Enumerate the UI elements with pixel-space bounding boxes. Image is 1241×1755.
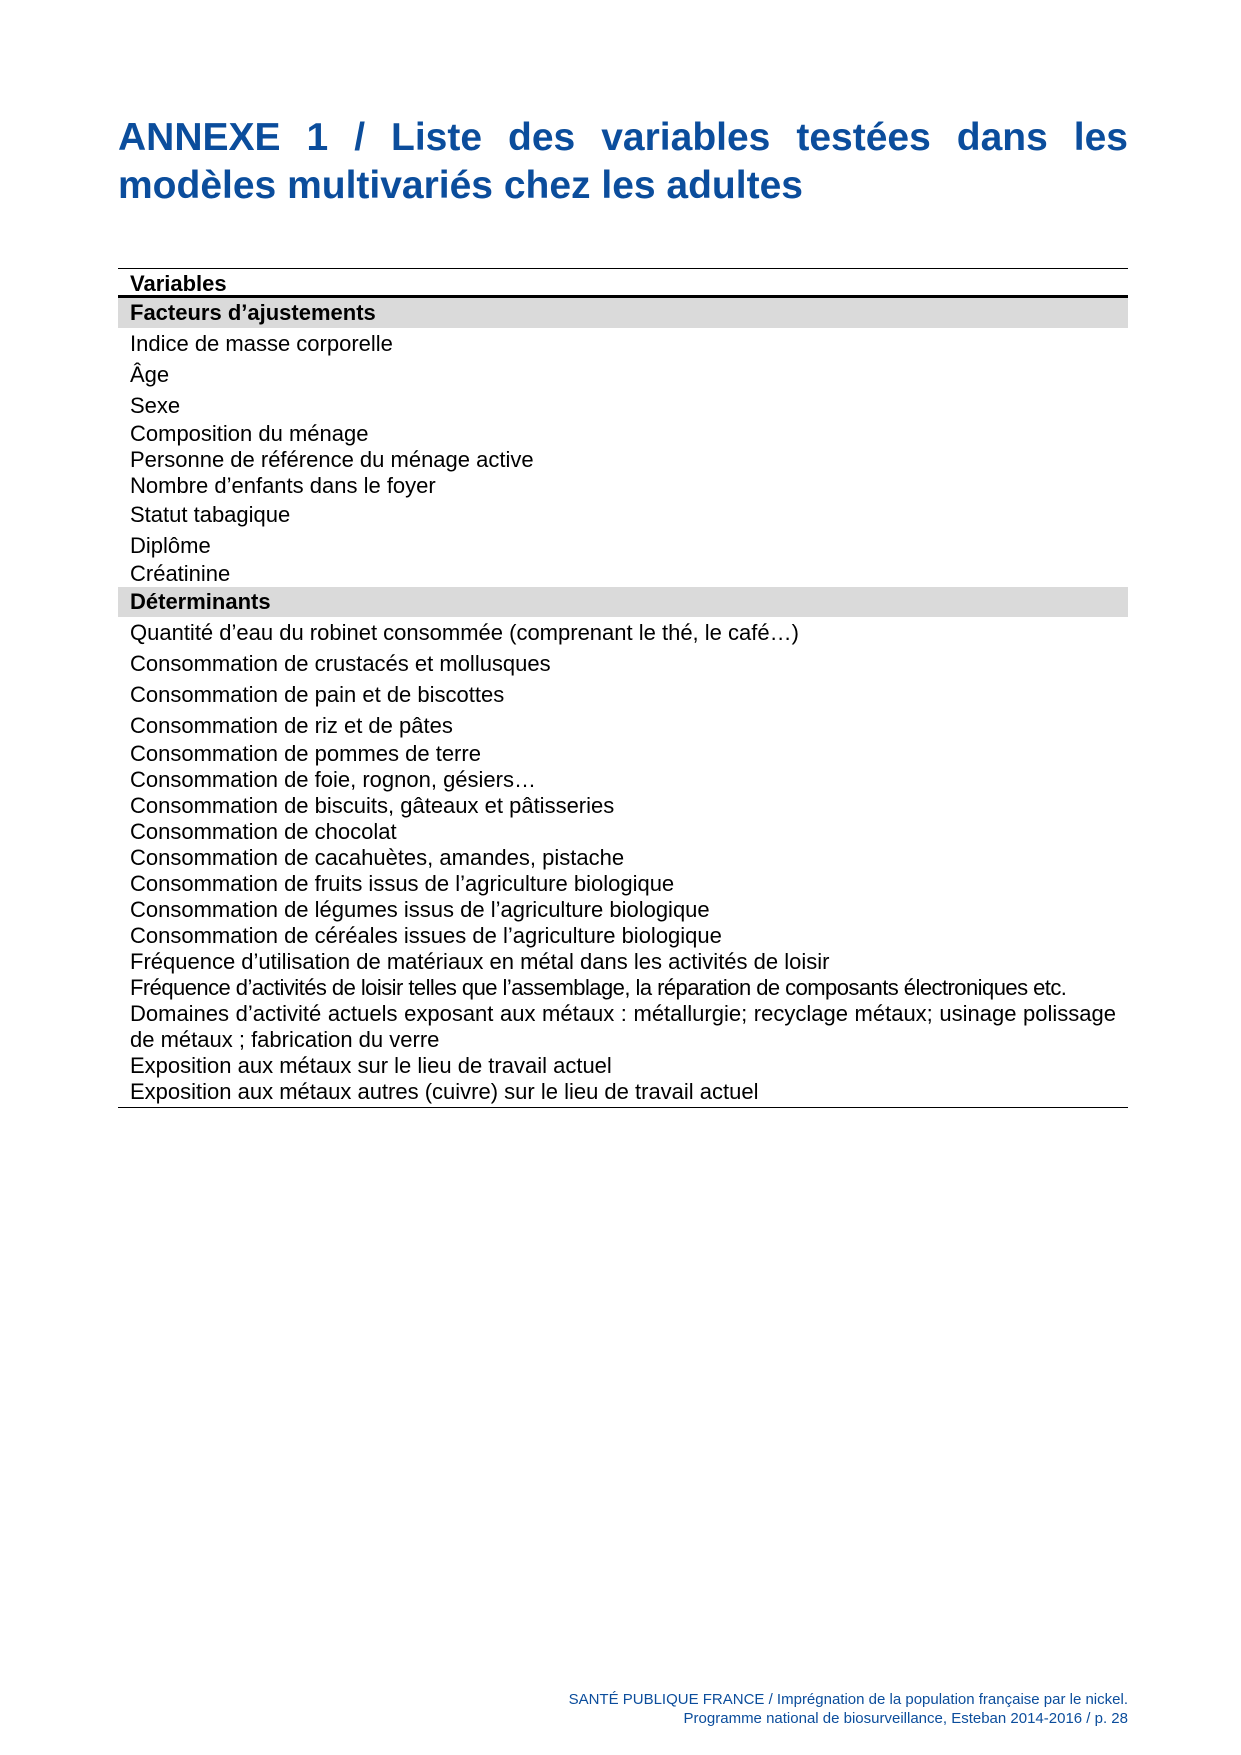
facteurs-list (118, 328, 1128, 587)
table-header: Variables (118, 268, 1128, 298)
list-item: Consommation de pain et de biscottes (130, 682, 505, 707)
section-facteurs-ajustements: Facteurs d’ajustements (118, 298, 1128, 328)
list-item: Âge (130, 362, 170, 387)
list-item: Consommation de crustacés et mollusques (130, 651, 551, 676)
list-item: Diplôme (130, 533, 211, 558)
list-item: Exposition aux métaux autres (cuivre) sur le lieu de travail actuel (130, 1079, 759, 1104)
list-item: Consommation de cacahuètes, amandes, pistache (130, 845, 625, 870)
list-item: Indice de masse corporelle (130, 331, 393, 356)
list-item: Sexe (130, 393, 181, 418)
list-item: Nombre d’enfants dans le foyer (130, 473, 436, 498)
variables-table (118, 268, 1128, 1108)
list-item: Composition du ménage (130, 421, 369, 446)
list-item: Consommation de pommes de terre (130, 741, 481, 766)
table-bottom-rule (118, 1107, 1128, 1108)
section-determinants: Déterminants (118, 587, 1128, 617)
list-item: Créatinine (130, 561, 231, 586)
list-item: Fréquence d’utilisation de matériaux en métal dans les activités de loisir (130, 949, 830, 974)
footer-line-2: Programme national de biosurveillance, Esteban 2014-2016 / p. 28 (683, 1710, 1128, 1727)
list-item: Fréquence d’activités de loisir telles que l’assemblage, la réparation de composants électroniques etc. (130, 975, 1067, 1000)
list-item: Consommation de céréales issues de l’agriculture biologique (130, 923, 722, 948)
determinants-list (118, 617, 1128, 1105)
list-item: Domaines d’activité actuels exposant aux métaux : métallurgie; recyclage métaux; usinage polissage de métaux ; fabrication du verre (130, 1001, 1116, 1052)
list-item: Personne de référence du ménage active (130, 447, 534, 472)
list-item: Consommation de riz et de pâtes (130, 713, 453, 738)
list-item: Exposition aux métaux sur le lieu de travail actuel (130, 1053, 612, 1078)
page-footer (569, 1690, 1128, 1728)
list-item: Statut tabagique (130, 502, 291, 527)
list-item: Consommation de fruits issus de l’agriculture biologique (130, 871, 675, 896)
page-title: ANNEXE 1 / Liste des variables testées dans les modèles multivariés chez les adultes (118, 116, 1128, 207)
list-item: Consommation de légumes issus de l’agriculture biologique (130, 897, 710, 922)
list-item: Consommation de chocolat (130, 819, 397, 844)
list-item: Consommation de biscuits, gâteaux et pâtisseries (130, 793, 615, 818)
list-item: Quantité d’eau du robinet consommée (comprenant le thé, le café…) (130, 620, 799, 645)
list-item: Consommation de foie, rognon, gésiers… (130, 767, 536, 792)
footer-line-1: SANTÉ PUBLIQUE FRANCE / Imprégnation de la population française par le nickel. (568, 1691, 1128, 1708)
